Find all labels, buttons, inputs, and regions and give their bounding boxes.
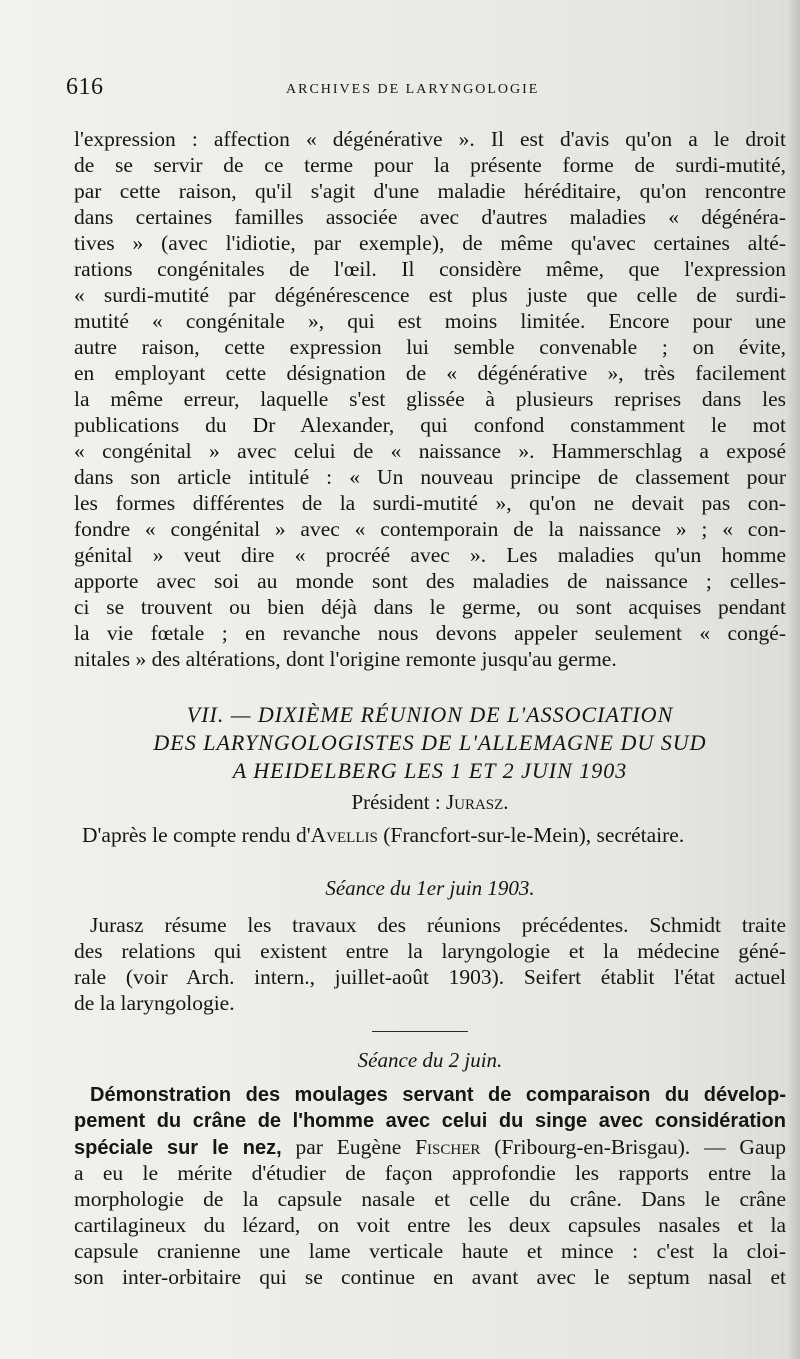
body-line: son inter-orbitaire qui se continue en avant avec le septum nasal et xyxy=(74,1265,786,1289)
section-heading-line: A HEIDELBERG LES 1 ET 2 JUIN 1903 xyxy=(232,758,628,783)
author-prefix: par Eugène xyxy=(281,1135,416,1159)
body-line: fondre « congénital » avec « contemporain de la naissance » ; « con- xyxy=(74,517,786,541)
report-line xyxy=(82,822,786,848)
running-head xyxy=(66,74,766,104)
separator-rule xyxy=(372,1031,468,1032)
body-line: « congénital » avec celui de « naissance ». Hammerschlag a exposé xyxy=(74,439,786,463)
body-line: morphologie de la capsule nasale et celle du crâne. Dans le crâne xyxy=(74,1187,786,1211)
secretary-name: Avellis xyxy=(310,823,378,847)
bold-title-line: pement du crâne de l'homme avec celui du singe avec considération xyxy=(74,1110,786,1132)
seance-title: Séance du 2 juin. xyxy=(357,1048,503,1072)
body-line: mutité « congénitale », qui est moins limitée. Encore pour une xyxy=(74,309,786,333)
section-heading-line: DES LARYNGOLOGISTES DE L'ALLEMAGNE DU SUD xyxy=(153,730,707,755)
body-line: les formes différentes de la surdi-mutité », qu'on ne devait pas con- xyxy=(74,491,786,515)
body-line: de la laryngologie. xyxy=(74,991,235,1015)
president-line xyxy=(74,790,786,815)
report-suffix: (Francfort-sur-le-Mein), secrétaire. xyxy=(377,823,685,847)
body-line: capsule cranienne une lame verticale haute et mince : c'est la cloi- xyxy=(74,1239,786,1263)
body-line: apporte avec soi au monde sont des maladies de naissance ; celles- xyxy=(74,569,786,593)
body-line: génital » veut dire « procréé avec ». Les maladies qu'un homme xyxy=(74,543,786,567)
journal-title: ARCHIVES DE LARYNGOLOGIE xyxy=(286,82,540,97)
body-line: autre raison, cette expression lui semble convenable ; on évite, xyxy=(74,335,786,359)
body-line: la vie fœtale ; en revanche nous devons appeler seulement « congé- xyxy=(74,621,786,645)
body-line: l'expression : affection « dégénérative ». Il est d'avis qu'on a le droit xyxy=(74,127,786,151)
body-line: dans certaines familles associée avec d'autres maladies « dégénéra- xyxy=(74,205,786,229)
body-line: publications du Dr Alexander, qui confond constamment le mot xyxy=(74,413,786,437)
president-name: Jurasz. xyxy=(445,790,509,814)
body-line: en employant cette désignation de « dégénérative », très facilement xyxy=(74,361,786,385)
body-line: rale (voir Arch. intern., juillet-août 1903). Seifert établit l'état actuel xyxy=(74,965,786,989)
body-line: des relations qui existent entre la laryngologie et la médecine géné- xyxy=(74,939,786,963)
body-line: nitales » des altérations, dont l'origine remonte jusqu'au germe. xyxy=(74,647,617,671)
section-heading-line: VII. — DIXIÈME RÉUNION DE L'ASSOCIATION xyxy=(186,702,674,727)
bold-title-line: Démonstration des moulages servant de comparaison du dévelop- xyxy=(90,1084,786,1106)
body-line: a eu le mérite d'étudier de façon approfondie les rapports entre la xyxy=(74,1161,786,1185)
body-line: tives » (avec l'idiotie, par exemple), de même qu'avec certaines alté- xyxy=(74,231,786,255)
report-prefix: D'après le compte rendu d' xyxy=(82,823,311,847)
seance-title: Séance du 1er juin 1903. xyxy=(325,876,535,900)
body-line: la même erreur, laquelle s'est glissée à plusieurs reprises dans les xyxy=(74,387,786,411)
president-label: Président : xyxy=(351,790,446,814)
author-suffix: (Fribourg-en-Brisgau). — Gaup xyxy=(480,1135,786,1159)
body-line: ci se trouvent ou bien déjà dans le germe, ou sont acquises pendant xyxy=(74,595,786,619)
body-line: cartilagineux du lézard, on voit entre les deux capsules nasales et la xyxy=(74,1213,786,1237)
body-line: dans son article intitulé : « Un nouveau principe de classement pour xyxy=(74,465,786,489)
page-edge-shadow xyxy=(786,0,800,1359)
body-line: par cette raison, qu'il s'agit d'une maladie héréditaire, qu'on rencontre xyxy=(74,179,786,203)
bold-title-end: spéciale sur le nez, xyxy=(74,1137,282,1159)
body-line xyxy=(74,1134,786,1161)
page-number: 616 xyxy=(66,74,104,100)
body-line: « surdi-mutité par dégénérescence est plus juste que celle de surdi- xyxy=(74,283,786,307)
body-line: de se servir de ce terme pour la présente forme de surdi-mutité, xyxy=(74,153,786,177)
author-name: Fischer xyxy=(415,1135,481,1159)
body-line: Jurasz résume les travaux des réunions précédentes. Schmidt traite xyxy=(90,913,786,937)
body-line: rations congénitales de l'œil. Il considère même, que l'expression xyxy=(74,257,786,281)
